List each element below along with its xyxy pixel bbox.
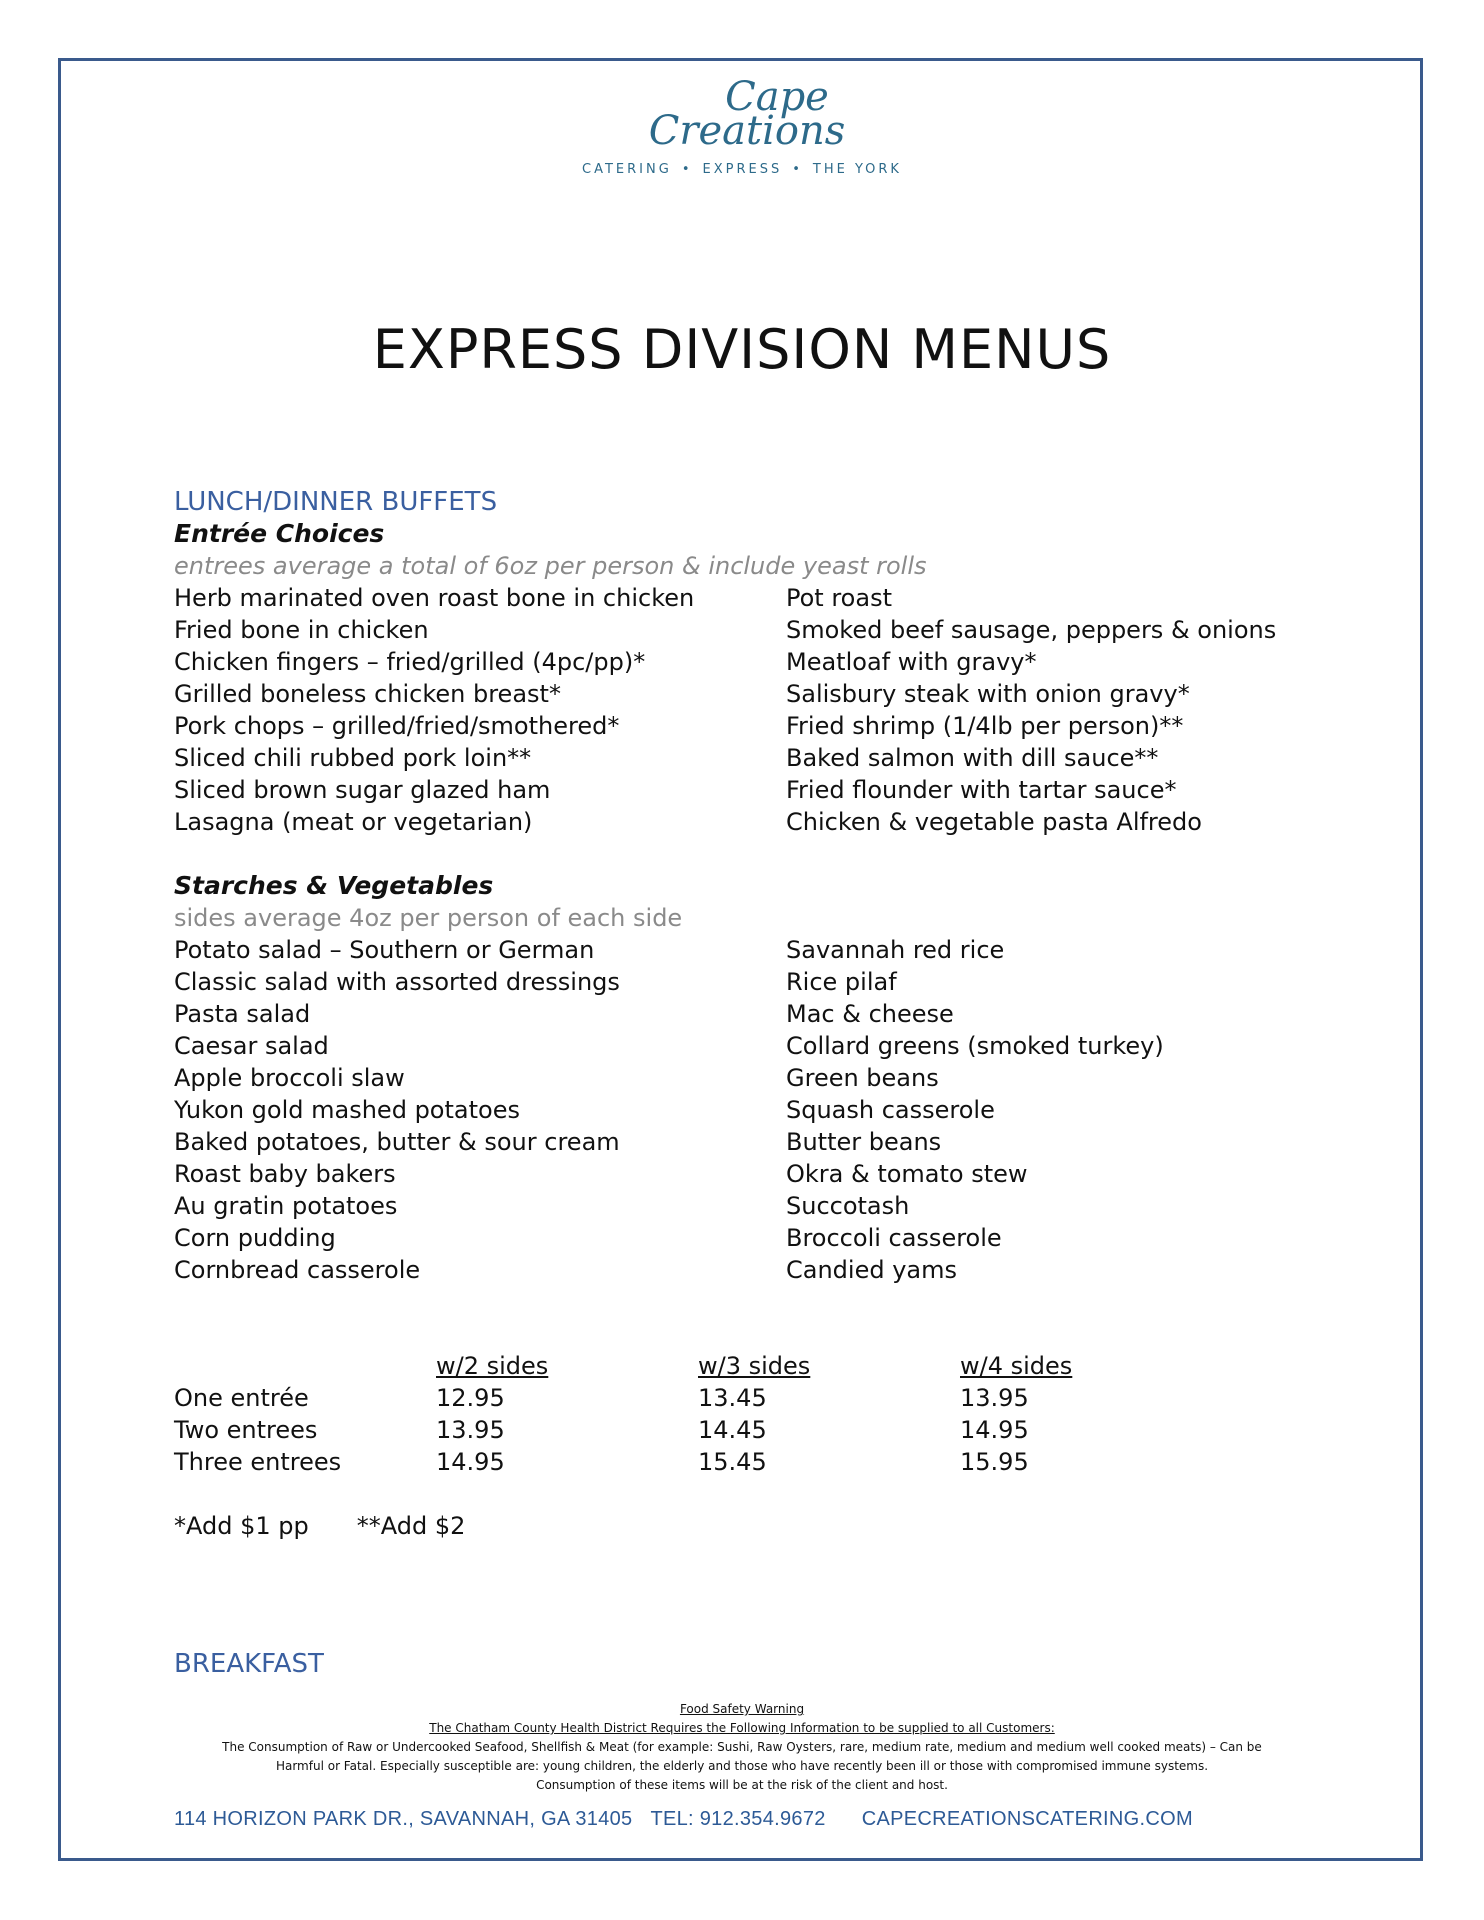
entree-item: Salisbury steak with onion gravy* <box>786 680 1190 708</box>
price-cell: 12.95 <box>436 1384 505 1412</box>
entree-item: Smoked beef sausage, peppers & onions <box>786 616 1277 644</box>
entree-item: Pot roast <box>786 584 892 612</box>
side-item: Squash casserole <box>786 1096 995 1124</box>
price-cell: 13.45 <box>698 1384 767 1412</box>
side-item: Pasta salad <box>174 1000 311 1028</box>
tagline-express: EXPRESS <box>702 162 783 177</box>
side-item: Broccoli casserole <box>786 1224 1002 1252</box>
warning-line: Harmful or Fatal. Especially susceptible are: young children, the elderly and those who have recently been ill or those with compromised immune systems. <box>275 1759 1209 1773</box>
side-item: Baked potatoes, butter & sour cream <box>174 1128 620 1156</box>
side-item: Roast baby bakers <box>174 1160 396 1188</box>
entree-item: Sliced brown sugar glazed ham <box>174 776 551 804</box>
side-item: Succotash <box>786 1192 910 1220</box>
side-item: Corn pudding <box>174 1224 336 1252</box>
side-item: Candied yams <box>786 1256 957 1284</box>
logo-tagline: CATERING • EXPRESS • THE YORK <box>582 162 902 177</box>
addon-two-dollar: **Add $2 <box>356 1512 466 1540</box>
price-cell: 14.95 <box>960 1416 1029 1444</box>
entree-note: entrees average a total of 6oz per person & include yeast rolls <box>174 552 927 580</box>
warning-title: Food Safety Warning <box>679 1702 805 1716</box>
side-item: Yukon gold mashed potatoes <box>174 1096 520 1124</box>
entree-item: Chicken fingers – fried/grilled (4pc/pp)* <box>174 648 646 676</box>
price-row-label: Two entrees <box>174 1416 318 1444</box>
entree-item: Fried bone in chicken <box>174 616 429 644</box>
warning-subtitle: The Chatham County Health District Requires the Following Information to be supplied to all Customers: <box>429 1721 1055 1735</box>
side-item: Caesar salad <box>174 1032 329 1060</box>
sides-note: sides average 4oz per person of each side <box>174 904 683 932</box>
sides-column-right <box>786 934 1294 1286</box>
side-item: Classic salad with assorted dressings <box>174 968 620 996</box>
price-table <box>174 1350 1072 1478</box>
footer-phone: TEL: 912.354.9672 <box>650 1808 826 1830</box>
side-item: Mac & cheese <box>786 1000 954 1028</box>
warning-line: Consumption of these items will be at the risk of the client and host. <box>536 1778 948 1792</box>
warning-line: The Consumption of Raw or Undercooked Seafood, Shellfish & Meat (for example: Sushi, Raw Oysters, rare, medium rate, medium and medium well cooked meats) – Can be <box>222 1740 1262 1754</box>
side-item: Collard greens (smoked turkey) <box>786 1032 1164 1060</box>
price-row <box>174 1382 1072 1414</box>
price-row <box>174 1446 1072 1478</box>
price-row-label: One entrée <box>174 1384 309 1412</box>
tagline-catering: CATERING <box>582 162 672 177</box>
price-cell: 14.95 <box>436 1448 505 1476</box>
addon-notes <box>174 1510 1294 1542</box>
entree-column-left <box>174 582 786 838</box>
entree-item: Meatloaf with gravy* <box>786 648 1037 676</box>
logo-word-creations: Creations <box>648 108 846 154</box>
side-item: Cornbread casserole <box>174 1256 421 1284</box>
side-item: Green beans <box>786 1064 939 1092</box>
price-cell: 15.95 <box>960 1448 1029 1476</box>
sides-list <box>174 934 1294 1286</box>
entree-column-right <box>786 582 1294 838</box>
side-item: Rice pilaf <box>786 968 897 996</box>
entree-item: Lasagna (meat or vegetarian) <box>174 808 533 836</box>
footer-contact <box>174 1808 1193 1831</box>
price-header: w/2 sides <box>436 1352 549 1380</box>
price-header: w/4 sides <box>960 1352 1073 1380</box>
price-cell: 13.95 <box>436 1416 505 1444</box>
entree-item: Grilled boneless chicken breast* <box>174 680 561 708</box>
addon-one-dollar: *Add $1 pp <box>174 1512 309 1540</box>
lunch-dinner-section <box>174 486 1294 1542</box>
entree-choices-heading: Entrée Choices <box>174 519 385 548</box>
breakfast-heading: BREAKFAST <box>174 1649 324 1679</box>
side-item: Savannah red rice <box>786 936 1005 964</box>
side-item: Potato salad – Southern or German <box>174 936 595 964</box>
entree-list <box>174 582 1294 838</box>
footer-website: CAPECREATIONSCATERING.COM <box>861 1808 1193 1830</box>
price-row-label: Three entrees <box>174 1448 342 1476</box>
cape-creations-logo <box>0 74 1484 177</box>
price-cell: 14.45 <box>698 1416 767 1444</box>
price-header: w/3 sides <box>698 1352 811 1380</box>
footer-address: 114 HORIZON PARK DR., SAVANNAH, GA 31405 <box>174 1808 633 1830</box>
starches-vegetables-heading: Starches & Vegetables <box>174 871 494 900</box>
food-safety-warning <box>120 1700 1364 1795</box>
sides-column-left <box>174 934 786 1286</box>
side-item: Apple broccoli slaw <box>174 1064 405 1092</box>
entree-item: Herb marinated oven roast bone in chicken <box>174 584 695 612</box>
tagline-the-york: THE YORK <box>812 162 902 177</box>
lunch-dinner-heading: LUNCH/DINNER BUFFETS <box>174 487 498 517</box>
entree-item: Pork chops – grilled/fried/smothered* <box>174 712 620 740</box>
page-title: EXPRESS DIVISION MENUS <box>372 318 1112 381</box>
price-cell: 15.45 <box>698 1448 767 1476</box>
entree-item: Fried flounder with tartar sauce* <box>786 776 1177 804</box>
entree-item: Baked salmon with dill sauce** <box>786 744 1159 772</box>
price-header-row <box>174 1350 1072 1382</box>
price-row <box>174 1414 1072 1446</box>
side-item: Butter beans <box>786 1128 942 1156</box>
entree-item: Chicken & vegetable pasta Alfredo <box>786 808 1202 836</box>
entree-item: Fried shrimp (1/4lb per person)** <box>786 712 1184 740</box>
side-item: Okra & tomato stew <box>786 1160 1028 1188</box>
side-item: Au gratin potatoes <box>174 1192 398 1220</box>
logo-word-cape: Cape <box>725 74 829 120</box>
price-cell: 13.95 <box>960 1384 1029 1412</box>
entree-item: Sliced chili rubbed pork loin** <box>174 744 532 772</box>
